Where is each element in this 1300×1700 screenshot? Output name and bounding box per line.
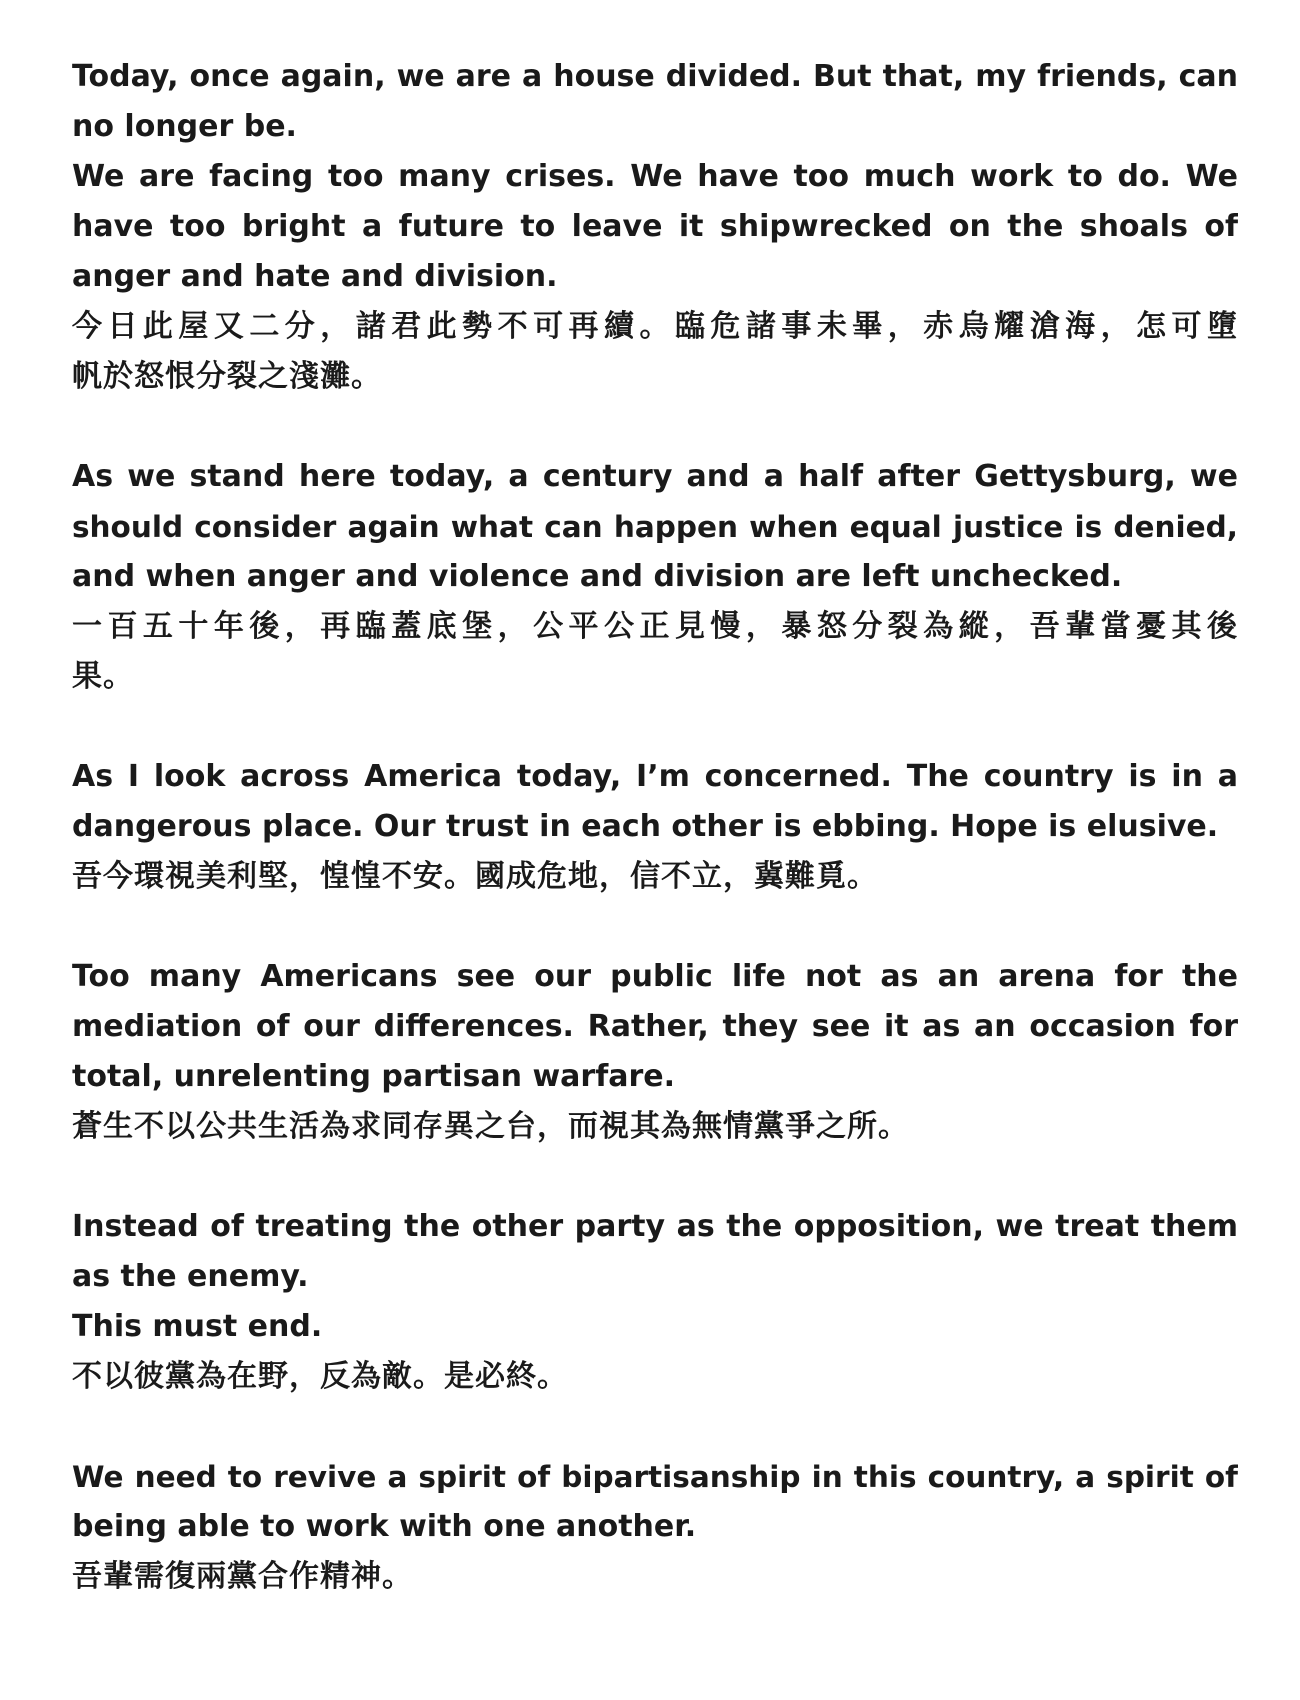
- text-line-chinese: 帆於怒恨分裂之淺灘。: [72, 359, 382, 394]
- text-line: dangerous place. Our trust in each other is ebbing. Hope is elusive.: [72, 809, 1219, 844]
- text-line: As we stand here today, a century and a half after Gettysburg, we: [72, 459, 1238, 494]
- text-line: have too bright a future to leave it shipwrecked on the shoals of: [72, 209, 1238, 244]
- text-line: being able to work with one another.: [72, 1509, 697, 1544]
- paragraph-4: [72, 952, 1238, 1152]
- text-line: and when anger and violence and division are left unchecked.: [72, 559, 1123, 594]
- text-line-chinese: 一百五十年後，再臨蓋底堡，公平公正見慢，暴怒分裂為縱，吾輩當憂其後: [72, 609, 1238, 644]
- paragraph-5: [72, 1202, 1238, 1402]
- text-line: This must end.: [72, 1309, 323, 1344]
- text-line-chinese: 今日此屋又二分，諸君此勢不可再續。臨危諸事未畢，赤烏耀滄海，怎可墮: [72, 309, 1238, 344]
- text-line: as the enemy.: [72, 1259, 309, 1294]
- text-line-chinese: 不以彼黨為在野，反為敵。是必終。: [72, 1359, 568, 1394]
- text-line: Too many Americans see our public life not as an arena for the: [72, 959, 1238, 994]
- paragraph-1: [72, 52, 1238, 402]
- text-line: Instead of treating the other party as the opposition, we treat them: [72, 1209, 1238, 1244]
- text-line: mediation of our differences. Rather, they see it as an occasion for: [72, 1009, 1238, 1044]
- paragraph-2: [72, 452, 1238, 702]
- text-line: should consider again what can happen when equal justice is denied,: [72, 510, 1238, 544]
- paragraph-3: [72, 752, 1238, 902]
- text-line: anger and hate and division.: [72, 259, 558, 294]
- text-line-chinese: 蒼生不以公共生活為求同存異之台，而視其為無情黨爭之所。: [72, 1109, 909, 1144]
- text-line: As I look across America today, I’m concerned. The country is in a: [72, 759, 1238, 794]
- text-line: total, unrelenting partisan warfare.: [72, 1059, 676, 1094]
- text-line: Today, once again, we are a house divided. But that, my friends, can: [72, 59, 1238, 94]
- paragraph-6: [72, 1452, 1238, 1602]
- text-line: We need to revive a spirit of bipartisanship in this country, a spirit of: [72, 1460, 1238, 1494]
- text-line: no longer be.: [72, 109, 297, 144]
- text-line-chinese: 果。: [72, 659, 134, 694]
- text-line: We are facing too many crises. We have too much work to do. We: [72, 159, 1238, 194]
- text-line-chinese: 吾輩需復兩黨合作精神。: [72, 1559, 413, 1594]
- text-line-chinese: 吾今環視美利堅，惶惶不安。國成危地，信不立，冀難覓。: [72, 859, 878, 894]
